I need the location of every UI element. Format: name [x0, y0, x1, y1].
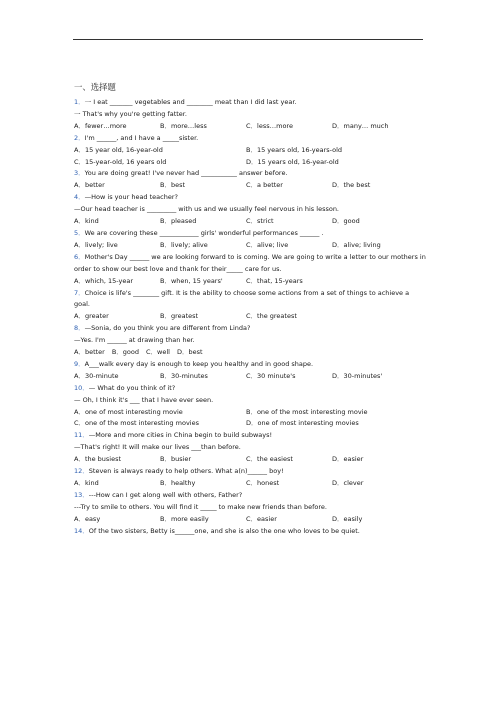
question-6 — [74, 252, 426, 288]
answer-option[interactable]: B．pleased — [160, 217, 197, 226]
question-text: 一 I eat _______ vegetables and ________ meat than I did last year. — [84, 98, 297, 106]
question-stem — [74, 466, 426, 478]
question-stem — [74, 192, 426, 204]
answer-option[interactable]: D．clever — [332, 479, 364, 487]
question-11 — [74, 430, 426, 466]
answer-option[interactable]: B．one of the most interesting movie — [246, 407, 368, 416]
question-text: ---How can I get along well with others, Father? — [88, 490, 243, 499]
question-12 — [74, 466, 426, 490]
dialogue-line: ---Try to smile to others. You will find it _____ to make new friends than before. — [74, 502, 327, 511]
question-stem — [74, 133, 426, 145]
question-stem — [74, 323, 426, 335]
answer-option[interactable]: B．more easily — [160, 514, 209, 523]
answer-option[interactable]: C．well — [146, 348, 170, 357]
answer-option[interactable]: A．easy — [74, 514, 101, 523]
question-number: 1． — [74, 98, 85, 106]
options-row — [74, 371, 426, 383]
question-list — [74, 97, 426, 538]
options-row — [74, 418, 426, 430]
options-row — [74, 347, 426, 359]
answer-option[interactable]: D．good — [332, 217, 360, 226]
options-row — [74, 180, 426, 192]
dialogue-line: —Our head teacher is _________ with us and we usually feel nervous in his lesson. — [74, 205, 339, 214]
question-number: 7． — [74, 288, 85, 297]
question-text: Mother's Day ______ we are looking forward to is coming. We are going to write a letter to our mothers in order to show our best love and thank for their_____ care for us. — [74, 252, 426, 273]
question-stem — [74, 526, 426, 538]
question-8 — [74, 323, 426, 359]
question-text: You are doing great! I've never had ___________ answer before. — [84, 169, 288, 178]
question-4 — [74, 192, 426, 228]
answer-option[interactable]: D．many… much — [332, 121, 389, 130]
question-text: Steven is always ready to help others. What a(n)______ boy! — [88, 467, 284, 476]
question-stem — [74, 383, 426, 395]
options-row — [74, 311, 426, 323]
answer-option[interactable]: B．when, 15 years' — [160, 276, 223, 285]
quiz-content — [74, 82, 426, 538]
question-text: A___walk every day is enough to keep you healthy and in good shape. — [84, 359, 314, 368]
question-number: 13． — [74, 490, 89, 499]
answer-option[interactable]: A．better — [74, 348, 105, 357]
answer-option[interactable]: A．kind — [74, 217, 99, 226]
question-number: 12． — [74, 467, 89, 476]
question-text: —How is your head teacher? — [84, 193, 178, 202]
question-number: 9． — [74, 359, 85, 368]
dialogue-line: — Oh, I think it's ___ that I have ever seen. — [74, 395, 214, 404]
answer-option[interactable]: C．15-year-old, 16 years old — [74, 157, 167, 166]
answer-option[interactable]: C．one of the most interesting movies — [74, 419, 199, 428]
options-row — [74, 407, 426, 419]
question-stem — [74, 490, 426, 502]
answer-option[interactable]: B．greatest — [160, 312, 199, 321]
options-row — [74, 478, 426, 490]
answer-option[interactable]: A．one of most interesting movie — [74, 407, 183, 416]
answer-option[interactable]: D．one of most interesting movies — [246, 419, 359, 428]
question-number: 3． — [74, 169, 85, 178]
question-text: Choice is life's ________ gift. It is the ability to choose some actions from a set of things to achieve a goal. — [74, 288, 410, 309]
question-stem — [74, 430, 426, 442]
question-text: —Sonia, do you think you are different from Linda? — [84, 324, 251, 333]
question-text: Of the two sisters, Betty is______one, and she is also the one who loves to be quiet. — [88, 526, 360, 535]
answer-option[interactable]: C．30 minute's — [246, 371, 296, 380]
question-1 — [74, 97, 426, 133]
answer-option[interactable]: B．30-minutes — [160, 371, 208, 380]
options-row — [74, 157, 426, 169]
answer-option[interactable]: A．lively; live — [74, 240, 118, 249]
answer-option[interactable]: D．easily — [332, 514, 363, 523]
question-stem — [74, 168, 426, 180]
question-7 — [74, 288, 426, 324]
options-row — [74, 276, 426, 288]
question-number: 4． — [74, 193, 85, 202]
question-10 — [74, 383, 426, 431]
dialogue-line: —Yes. I'm ______ at drawing than her. — [74, 336, 195, 345]
answer-option[interactable]: A．greater — [74, 312, 109, 321]
question-stem — [74, 252, 426, 276]
answer-option[interactable]: C．a better — [246, 181, 283, 190]
question-text: I'm ______, and I have a _____sister. — [84, 133, 199, 142]
answer-option[interactable]: D．alive; living — [332, 240, 381, 249]
question-number: 14． — [74, 526, 89, 535]
answer-option[interactable]: C．strict — [246, 217, 274, 226]
answer-option[interactable]: C．less…more — [246, 121, 293, 130]
header-rule — [73, 39, 423, 40]
answer-option[interactable]: C．alive; live — [246, 240, 289, 249]
section-title: 一、选择题 — [74, 82, 116, 92]
answer-option[interactable]: A．better — [74, 181, 105, 190]
answer-option[interactable]: C．easier — [246, 514, 277, 523]
question-text: —More and more cities in China begin to build subways! — [88, 431, 273, 440]
options-row — [74, 216, 426, 228]
options-row — [74, 514, 426, 526]
options-row — [74, 240, 426, 252]
question-number: 8． — [74, 324, 85, 333]
answer-option[interactable]: B．15 years old, 16-years-old — [246, 145, 343, 154]
question-stem — [74, 97, 426, 109]
answer-option[interactable]: A．fewer…more — [74, 121, 127, 130]
options-row — [74, 121, 426, 133]
answer-option[interactable]: B．busier — [160, 455, 192, 464]
answer-option[interactable]: C．that, 15-years — [246, 276, 303, 285]
question-stem — [74, 288, 426, 312]
question-stem — [74, 228, 426, 240]
answer-option[interactable]: A．15 year old, 16-year-old — [74, 145, 163, 154]
question-text: We are covering these ____________ girls' wonderful performances ______ . — [84, 228, 324, 237]
answer-option[interactable]: D．best — [176, 348, 203, 357]
answer-option[interactable]: A．which, 15-year — [74, 276, 134, 285]
question-3 — [74, 168, 426, 192]
options-row — [74, 454, 426, 466]
answer-option[interactable]: D．the best — [332, 181, 371, 190]
question-text: — What do you think of it? — [88, 383, 176, 392]
answer-option[interactable]: C．honest — [246, 479, 280, 487]
answer-option[interactable]: C．the greatest — [246, 312, 297, 321]
answer-option[interactable]: D．easier — [332, 455, 364, 464]
question-number: 6． — [74, 252, 85, 261]
question-2 — [74, 133, 426, 169]
answer-option[interactable]: B．best — [160, 181, 186, 190]
question-number: 5． — [74, 228, 85, 237]
answer-option[interactable]: D．15 years old, 16-year-old — [246, 157, 339, 166]
question-14 — [74, 526, 426, 538]
answer-option[interactable]: B．more…less — [160, 121, 207, 130]
question-9 — [74, 359, 426, 383]
answer-option[interactable]: A．kind — [74, 479, 99, 487]
question-number: 11． — [74, 431, 89, 440]
answer-option[interactable]: A．the busiest — [74, 455, 122, 464]
question-stem — [74, 359, 426, 371]
answer-option[interactable]: D．30-minutes' — [332, 371, 383, 380]
answer-option[interactable]: B．lively; alive — [160, 240, 208, 249]
answer-option[interactable]: B．healthy — [160, 479, 196, 487]
answer-option[interactable]: C．the easiest — [246, 455, 293, 464]
options-row — [74, 145, 426, 157]
dialogue-line: 一 That's why you're getting fatter. — [74, 109, 187, 118]
question-5 — [74, 228, 426, 252]
question-number: 2． — [74, 133, 85, 142]
question-number: 10． — [74, 383, 89, 392]
answer-option[interactable]: B．good — [111, 348, 140, 357]
dialogue-line: —That's right! It will make our lives ___than before. — [74, 443, 241, 452]
question-13 — [74, 490, 426, 526]
answer-option[interactable]: A．30-minute — [74, 371, 119, 380]
